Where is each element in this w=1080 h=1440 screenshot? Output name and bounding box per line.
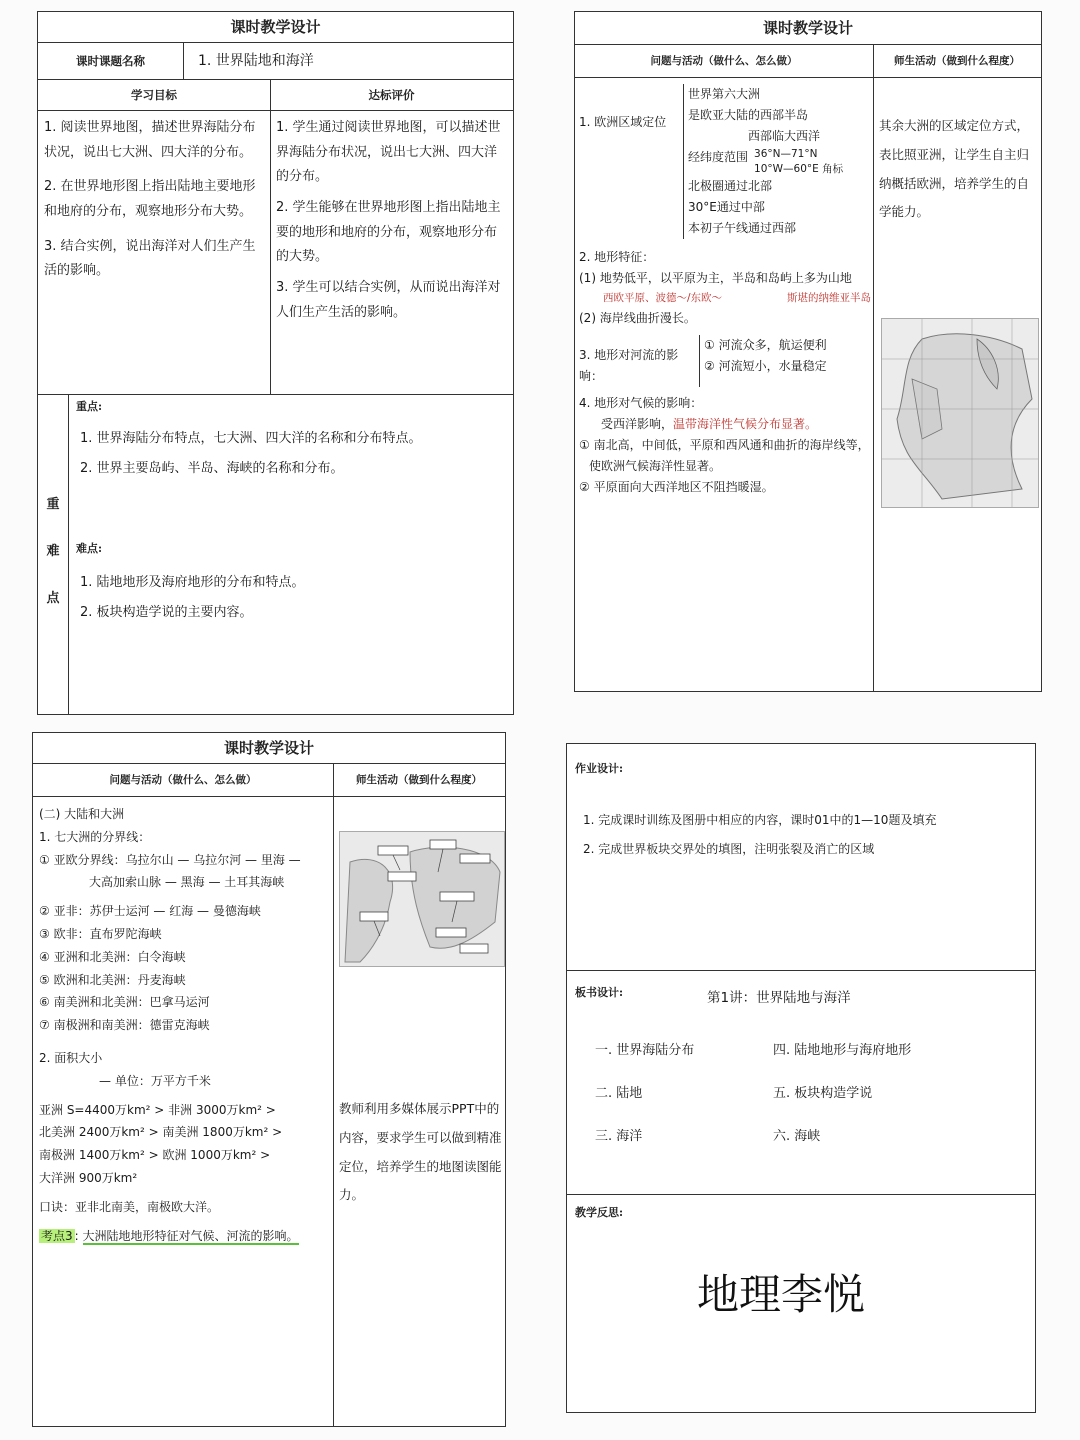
goal-item: 2. 在世界地形图上指出陆地主要地形和地府的分布，观察地形分布大势。 <box>44 179 256 220</box>
sheet1-title: 课时教学设计 <box>38 12 513 43</box>
europe-map-image <box>881 318 1039 508</box>
goal-col-header: 学习目标 <box>131 88 177 102</box>
homework-item: 1. 完成课时训练及图册中相应的内容，课时01中的1—10题及填充 <box>583 813 937 827</box>
question-col-header: 问题与活动（做什么、怎么做） <box>650 55 798 67</box>
key-points-list <box>80 424 500 484</box>
difficult-points-list <box>80 568 500 628</box>
lesson-sheet-1 <box>37 11 514 715</box>
sheet3-title: 课时教学设计 <box>33 733 505 764</box>
eval-item: 3. 学生可以结合实例，从而说出海洋对人们生产生活的影响。 <box>276 280 501 320</box>
eval-item: 2. 学生能够在世界地形图上指出陆地主要的地形和地府的分布，观察地形分布的大势。 <box>276 200 501 265</box>
teacher-col-header: 师生活动（做到什么程度） <box>356 774 482 786</box>
teacher-activity-text: 教师利用多媒体展示PPT中的内容，要求学生可以做到精准定位，培养学生的地图读图能力。 <box>339 1101 502 1203</box>
evals-list <box>276 116 506 326</box>
continent-boundaries-map <box>339 831 505 967</box>
author-watermark: 地理李悦 <box>697 1270 866 1319</box>
europe-position-head: 1. 欧洲区域定位 <box>579 115 667 129</box>
exam-tag: 考点3 <box>41 1228 73 1243</box>
homework-list <box>583 806 1031 864</box>
key-points-label: 重点: <box>76 400 103 413</box>
sheet2-title: 课时教学设计 <box>575 12 1041 45</box>
continents-content: (二) 大陆和大洲 1. 七大洲的分界线： ① 亚欧分界线：乌拉尔山 — 乌拉尔河 — 里海 — 大高加索山脉 — 黑海 — 土耳其海峡 ② 亚非：苏伊士运河 — 红海 — 曼德海峡 ③ 欧非：直布罗陀海峡 ④ 亚洲和北美洲：白令海峡 ⑤ 欧洲和北美洲：丹麦海峡 ⑥ 南美洲和北美洲：巴拿马运河 ⑦ 南极洲和南美洲：德雷克海峡 2. 面积大小 — 单位：万平方千米 亚洲 S=4400万km² > 非洲 3000万km² > 北美洲 2400万km² > 南美洲 1800万km² > 南极洲 1400万km² > 欧洲 1000万km² > 大洋洲 900万km² 口诀：亚非北南美，南极欧大洋。 考点3 : 大洲陆地地形特征对气候、河流的影响。 <box>39 807 301 1243</box>
homework-label: 作业设计: <box>575 762 624 775</box>
europe-content: 1. 欧洲区域定位 世界第六大洲 是欧亚大陆的西部半岛 西部临大西洋 经纬度范围 36°N—71°N 10°W—60°E 角标 北极圈通过北部 30°E通过中部 本初子午线通过西部 2. 地形特征： (1) 地势低平，以平原为主，半岛和岛屿上多为山地 西欧平原、波德～/东欧～ 斯堪的纳维亚半岛 (2) 海岸线曲折漫长。 3. 地形对河流的影响： ① 河流众多，航运便利 ② 河流短小，水量稳定 4. 地形对气候的影响： 受西洋影响，温带海洋性气候分布显著。 ① 南北高，中间低，平原和西风通和曲折的海岸线等， 使欧洲气候海洋性显著。 ② 平原面向大西洋地区不阻挡暖湿。 <box>579 84 871 498</box>
topic-label: 课时课题名称 <box>76 54 145 68</box>
eval-item: 1. 学生通过阅读世界地图，可以描述世界海陆分布状况，说出七大洲、四大洋的分布。 <box>276 120 501 185</box>
diff-item: 1. 陆地地形及海府地形的分布和特点。 <box>80 575 305 590</box>
diff-item: 2. 板块构造学说的主要内容。 <box>80 604 253 620</box>
topic-value: 1. 世界陆地和海洋 <box>198 53 314 69</box>
teacher-activity-text: 其余大洲的区域定位方式，表比照亚洲，让学生自主归纳概括欧洲，培养学生的自学能力。 <box>879 118 1030 220</box>
goal-item: 3. 结合实例，说出海洋对人们生产生活的影响。 <box>44 238 256 279</box>
board-left-list: 一. 世界海陆分布 二. 陆地 三. 海洋 <box>595 1043 695 1144</box>
goal-item: 1. 阅读世界地图，描述世界海陆分布状况，说出七大洲、四大洋的分布。 <box>44 120 256 160</box>
homework-item: 2. 完成世界板块交界处的填图，注明张裂及消亡的区域 <box>583 841 875 856</box>
reflection-label: 教学反思: <box>575 1206 624 1219</box>
goals-list <box>44 116 264 284</box>
question-col-header: 问题与活动（做什么、怎么做） <box>109 774 257 786</box>
key-item: 1. 世界海陆分布特点，七大洲、四大洋的名称和分布特点。 <box>80 431 422 446</box>
lesson-sheet-3 <box>32 732 506 1427</box>
side-label: 重 难 点 <box>46 497 60 606</box>
board-title: 第1讲：世界陆地与海洋 <box>707 990 851 1006</box>
board-right-list: 四. 陆地地形与海府地形 五. 板块构造学说 六. 海峡 <box>773 1043 912 1144</box>
difficult-points-label: 难点: <box>76 542 103 555</box>
eval-col-header: 达标评价 <box>368 88 415 102</box>
lesson-sheet-2 <box>574 11 1042 692</box>
key-item: 2. 世界主要岛屿、半岛、海峡的名称和分布。 <box>80 460 344 476</box>
terrain-head: 2. 地形特征： <box>579 250 655 265</box>
lesson-sheet-4 <box>566 743 1036 1413</box>
teacher-col-header: 师生活动（做到什么程度） <box>894 55 1020 67</box>
board-design-label: 板书设计: <box>575 986 624 999</box>
exam-text: 大洲陆地地形特征对气候、河流的影响。 <box>82 1228 299 1243</box>
